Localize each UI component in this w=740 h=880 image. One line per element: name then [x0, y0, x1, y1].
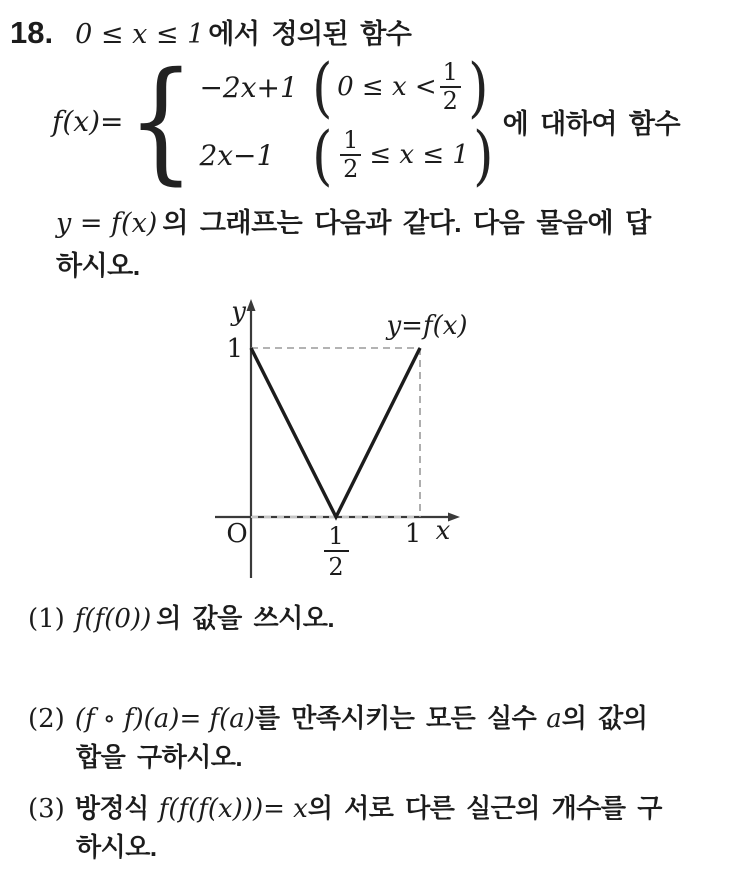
question-3-text-0: 방정식 [74, 793, 149, 823]
question-1-math: f(f(0)) [74, 604, 152, 634]
case1-frac-num: 1 [442, 58, 458, 87]
question-3-text-2: 하시오. [76, 831, 157, 862]
statement-text-2: 하시오. [56, 251, 140, 282]
question-3-label: (3) [28, 794, 65, 824]
question-3-line-1 [28, 790, 728, 829]
question-1-label: (1) [28, 604, 65, 634]
origin-label: O [226, 519, 248, 549]
question-2-line-2 [76, 739, 728, 777]
piecewise-suffix-text: 에 대하여 함수 [502, 108, 681, 139]
y-axis-label: y [231, 297, 246, 327]
question-2-text-3: 합을 구하시오. [76, 741, 243, 772]
case1-frac-den: 2 [440, 86, 461, 115]
question-3-text-1: 의 서로 다른 실근의 개수를 구 [307, 793, 662, 823]
curve-y-equals-fx [251, 348, 420, 517]
question-1-line [28, 600, 728, 639]
cases-block [199, 48, 494, 194]
question-3-line-2 [76, 829, 728, 867]
case-row-2 [199, 116, 494, 194]
y-tick-1-label: 1 [226, 334, 243, 364]
question-2-line-1 [28, 700, 728, 739]
case2-expression: 2x−1 [199, 138, 275, 172]
statement-text-1: 의 그래프는 다음과 같다. 다음 물음에 답 [162, 208, 651, 238]
case2-frac-den: 2 [340, 154, 361, 183]
x-axis-label: x [435, 516, 451, 546]
case1-condition [334, 59, 467, 115]
question-2 [28, 700, 728, 776]
case-row-1 [199, 48, 494, 126]
intro-domain-math: 0 ≤ x ≤ 1 [75, 19, 205, 50]
question-2-label: (2) [28, 704, 65, 734]
piecewise-definition [52, 44, 681, 198]
statement-line-2 [56, 245, 716, 288]
y-axis-arrow-icon [247, 299, 256, 311]
intro-text: 에서 정의된 함수 [208, 19, 412, 49]
problem-statement [56, 202, 716, 288]
problem-intro-line [10, 12, 411, 51]
question-1-text: 의 값을 쓰시오. [156, 603, 335, 633]
statement-line-1 [56, 202, 716, 245]
case2-fraction [340, 127, 361, 183]
case2-frac-num: 1 [343, 126, 359, 155]
function-lhs: f(x)= [52, 104, 124, 138]
x-tick-half-denominator: 2 [328, 553, 344, 581]
function-graph-figure [203, 296, 493, 592]
cases-brace: { [127, 44, 196, 198]
question-1 [28, 600, 728, 639]
case1-open-paren: ( [312, 48, 333, 126]
question-2-text-2: 의 값의 [561, 703, 648, 733]
case1-fraction [440, 59, 461, 115]
case2-condition [334, 127, 472, 183]
case2-condition-text: ≤ x ≤ 1 [369, 140, 469, 170]
case1-close-paren: ) [468, 48, 489, 126]
case1-expression: −2x+1 [199, 70, 298, 104]
case2-open-paren: ( [312, 116, 333, 194]
question-3-math-1: f(f(f(x)))= x [158, 794, 308, 824]
statement-math: y = f(x) [56, 208, 158, 239]
case2-close-paren: ) [473, 116, 494, 194]
problem-number: 18. [10, 15, 54, 50]
x-tick-1-label: 1 [404, 519, 422, 549]
question-3 [28, 790, 728, 866]
question-2-text-1: 를 만족시키는 모든 실수 [254, 703, 537, 733]
case1-condition-text: 0 ≤ x < [337, 72, 437, 102]
question-2-math-1: (f ∘ f)(a)= f(a) [74, 704, 255, 734]
x-tick-half-numerator: 1 [328, 522, 344, 550]
question-2-math-2: a [546, 704, 562, 734]
curve-label: y=f(x) [386, 311, 468, 341]
